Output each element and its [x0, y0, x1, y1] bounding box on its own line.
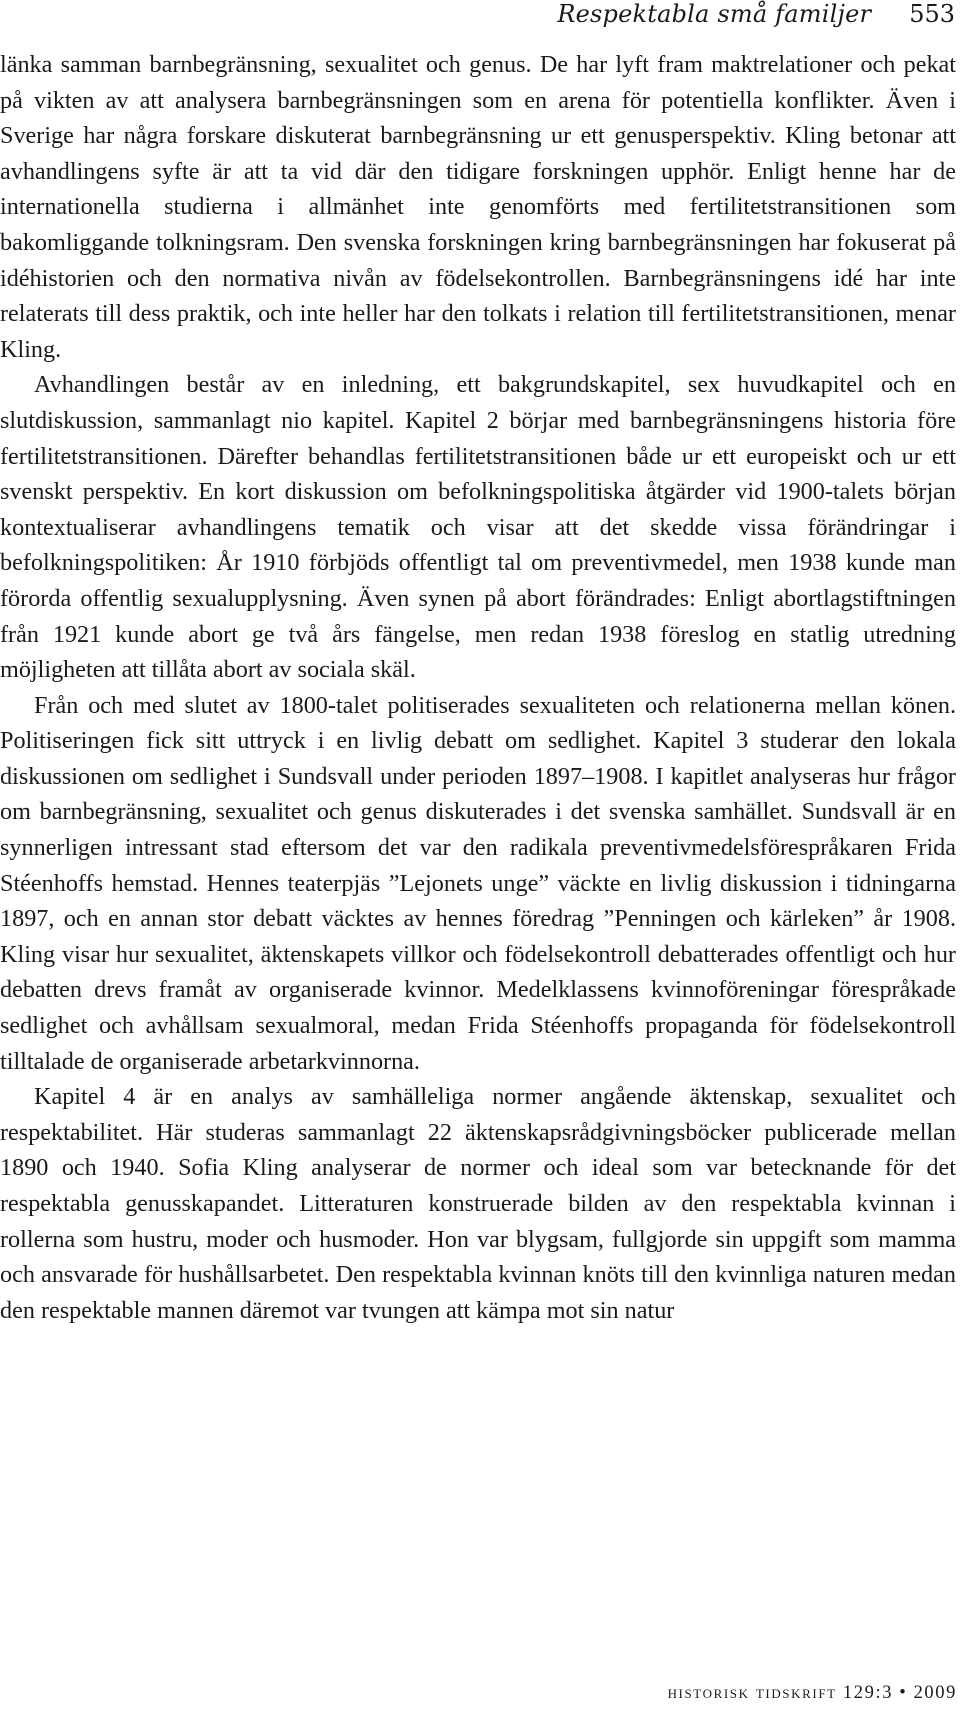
- journal-citation: historisk tidskrift 129:3 • 2009: [667, 1683, 957, 1703]
- page-header: [0, 0, 955, 36]
- paragraph: länka samman barnbegränsning, sexualitet och genus. De har lyft fram maktrelationer och pekat på vikten av att analysera barnbegränsningen som en arena för potentiella konflikter. Även i Sverige har några forskare diskuterat barnbegränsning ur ett genusperspektiv. Kling betonar att avhandlingens syfte är att ta vid där den tidigare forskningen upphör. Enligt henne har de internationella studierna i allmänhet inte genomförts med fertilitetstransitionen som bakomliggande tolkningsram. Den svenska forskningen kring barnbegränsningen har fokuserat på idéhistorien och den normativa nivån av födelsekontrollen. Barnbegränsningens idé har inte relaterats till dess praktik, och inte heller har den tolkats i relation till fertilitetstransitionen, menar Kling.: [0, 51, 956, 363]
- paragraph: Från och med slutet av 1800-talet politiserades sexualiteten och relationerna mellan könen. Politiseringen fick sitt uttryck i en livlig debatt om sedlighet. Kapitel 3 studerar den lokala diskussionen om sedlighet i Sundsvall under perioden 1897–1908. I kapitlet analyseras hur frågor om barnbegränsning, sexualitet och genus diskuterades i det svenska samhället. Sundsvall är en synnerligen intressant stad eftersom det var den radikala preventivmedelsförespråkaren Frida Stéenhoffs hemstad. Hennes teaterpjäs ”Lejonets unge” väckte en livlig diskussion i tidningarna 1897, och en annan stor debatt väcktes av hennes föredrag ”Penningen och kärleken” år 1908. Kling visar hur sexualitet, äktenskapets villkor och födelsekontroll debatterades offentligt och hur debatten drevs framåt av organiserade kvinnor. Medelklassens kvinnoföreningar förespråkade sedlighet och avhållsam sexualmoral, medan Frida Stéenhoffs propaganda för födelsekontroll tilltalade de organiserade arbetarkvinnorna.: [0, 691, 956, 1075]
- paragraph: Kapitel 4 är en analys av samhälleliga normer angående äktenskap, sexualitet och respektabilitet. Här studeras sammanlagt 22 äktenskapsrådgivningsböcker publicerade mellan 1890 och 1940. Sofia Kling analyserar de normer och ideal som var betecknande för det respektabla genusskapandet. Litteraturen konstruerade bilden av den respektabla kvinnan i rollerna som hustru, moder och husmoder. Hon var blygsam, fullgjorde sin uppgift som mamma och ansvarade för hushållsarbetet. Den respektabla kvinnan knöts till den kvinnliga naturen medan den respektable mannen däremot var tvungen att kämpa mot sin natur: [0, 1083, 956, 1324]
- running-title: Respektabla små familjer: [557, 0, 872, 28]
- page-footer: [0, 1683, 957, 1704]
- body-text: [0, 47, 956, 1328]
- paragraph: Avhandlingen består av en inledning, ett bakgrundskapitel, sex huvudkapitel och en slutdiskussion, sammanlagt nio kapitel. Kapitel 2 börjar med barnbegränsningens historia före fertilitetstransitionen. Därefter behandlas fertilitetstransitionen både ur ett europeiskt och ur ett svenskt perspektiv. En kort diskussion om befolkningspolitiska åtgärder vid 1900-talets början kontextualiserar avhandlingens tematik och visar att det skedde vissa förändringar i befolkningspolitiken: År 1910 förbjöds offentligt tal om preventivmedel, men 1938 kunde man förorda offentlig sexualupplysning. Även synen på abort förändrades: Enligt abortlagstiftningen från 1921 kunde abort ge två års fängelse, men redan 1938 föreslog en statlig utredning möjligheten att tillåta abort av sociala skäl.: [0, 371, 956, 684]
- page-number: 553: [909, 0, 955, 28]
